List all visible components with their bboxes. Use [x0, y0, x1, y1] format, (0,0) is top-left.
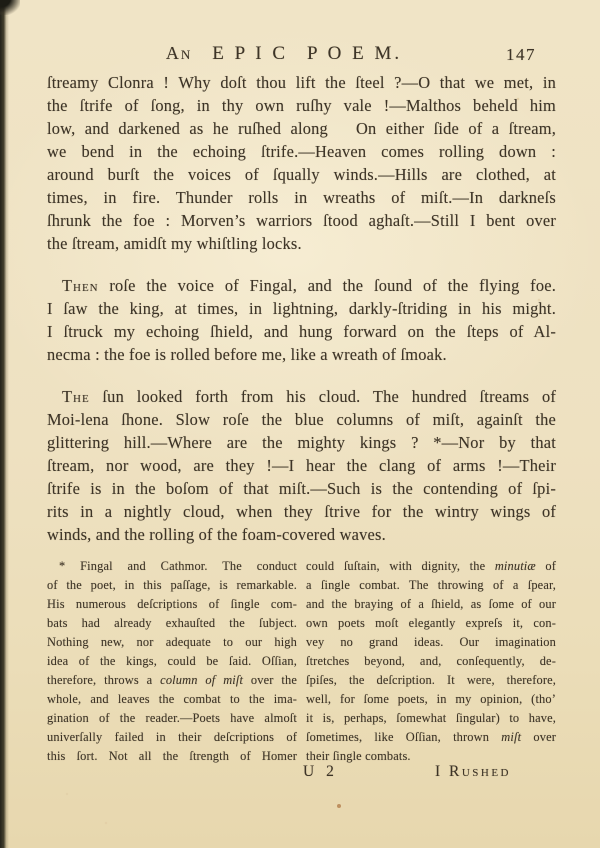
header-title-epic: E P I C [212, 43, 288, 64]
paragraph [47, 385, 556, 546]
text-line [47, 652, 297, 671]
paper-specks [337, 804, 341, 808]
text-run: ſpiſes, the deſcription. It were, therefore, [306, 673, 556, 687]
text-line [47, 320, 556, 343]
text-line [47, 633, 297, 652]
text-run: roſe the voice of Fingal, and the ſound of the flying foe. [98, 276, 556, 295]
text-run: the ſtream, amidſt my whiſtling locks. [47, 234, 302, 253]
text-run: of [535, 559, 556, 573]
text-run: I ſtruck my echoing ſhield, and hung forward on the ſteps of Al- [47, 322, 556, 341]
text-run: over the [243, 673, 297, 687]
footnote-column-left [47, 557, 297, 766]
text-line [47, 163, 556, 186]
text-run: winds, and the rolling of the foam-covered waves. [47, 525, 386, 544]
italic-text: minutiæ [494, 559, 536, 573]
text-line [47, 140, 556, 163]
text-line [306, 576, 556, 595]
text-run: times, in fire. Thunder rolls in wreaths of miſt.—In darkneſs [47, 188, 556, 207]
text-line [47, 297, 556, 320]
main-text-block [47, 71, 556, 546]
text-run: His numerous deſcriptions of ſingle com- [47, 597, 297, 611]
text-line [47, 71, 556, 94]
header-title-group [47, 43, 521, 65]
text-line [47, 477, 556, 500]
small-caps-text: The [62, 387, 90, 406]
text-run: ſtrife is in the boſom of that miſt.—Such is the contending of ſpi- [47, 479, 556, 498]
text-line [306, 595, 556, 614]
text-line [47, 431, 556, 454]
text-line [47, 614, 297, 633]
text-run: and the braying of a ſhield, as ſome of our [306, 597, 556, 611]
italic-text: column of miſt [160, 673, 244, 687]
text-run: necma : the foe is rolled before me, like a wreath of ſmoak. [47, 345, 447, 364]
text-line [47, 576, 297, 595]
text-run: Nothing new, nor adequate to our high [47, 635, 297, 649]
text-line [47, 385, 556, 408]
page-edge-shadow [0, 0, 9, 848]
text-run: a ſingle combat. The throwing of a ſpear, [306, 578, 556, 592]
text-run: of the poet, in this paſſage, is remarkable. [47, 578, 297, 592]
footnote-column-right [306, 557, 556, 766]
text-run: I ſaw the king, at times, in lightning, darkly-ſtriding in his might. [47, 299, 556, 318]
text-run: over [521, 730, 556, 744]
text-line [47, 343, 556, 366]
text-run: Moi-lena ſhone. Slow roſe the blue columns of miſt, againſt the [47, 410, 556, 429]
text-run: ſtream, nor wood, are they !—I hear the clang of arms !—Their [47, 456, 556, 475]
running-header [47, 43, 555, 67]
text-run: this ſort. Not all the ſtrength of Homer [47, 749, 297, 763]
page-number: 147 [506, 45, 536, 64]
small-caps-text: Then [62, 276, 99, 295]
italic-text: miſt [501, 730, 522, 744]
text-run: low, and darkened as he ruſhed along On either ſide of a ſtream, [47, 119, 556, 138]
text-line [47, 523, 556, 546]
text-run: well, for ſome poets, in my opinion, (tho’ [306, 692, 556, 706]
text-line [47, 690, 297, 709]
footnote-section [47, 557, 557, 766]
text-line [47, 232, 556, 255]
text-line [306, 709, 556, 728]
header-title-poem: P O E M. [307, 43, 403, 64]
page-corner-shadow [0, 0, 20, 15]
text-run: univerſally failed in their deſcriptions of [47, 730, 297, 744]
text-line [47, 709, 297, 728]
paragraph [47, 71, 556, 255]
text-line [47, 595, 297, 614]
text-run: whole, and leaves the combat to the ima- [47, 692, 297, 706]
text-run: it is, perhaps, ſomewhat ſingular) to have, [306, 711, 556, 725]
text-line [306, 671, 556, 690]
text-line [306, 690, 556, 709]
text-run: * Fingal and Cathmor. The conduct [59, 559, 297, 573]
text-line [47, 94, 556, 117]
text-run: bats had already exhauſted the ſubject. [47, 616, 297, 630]
text-line [47, 274, 556, 297]
text-run: the ſtrife of ſong, in thy own ruſhy vale !—Malthos beheld him [47, 96, 556, 115]
text-run: we bend in the echoing ſtrife.—Heaven comes rolling down : [47, 142, 556, 161]
text-line [306, 652, 556, 671]
text-line [306, 633, 556, 652]
text-line [47, 557, 297, 576]
text-run: therefore, throws a [47, 673, 161, 687]
text-line [47, 209, 556, 232]
header-article: An [165, 43, 193, 63]
text-line [47, 671, 297, 690]
text-run: could ſuſtain, with dignity, the [306, 559, 495, 573]
catchword: I Rushed [434, 763, 511, 780]
text-line [306, 728, 556, 747]
text-line [47, 408, 556, 431]
text-line [47, 117, 556, 140]
signature-mark: U 2 [303, 763, 338, 780]
page-footer [47, 763, 555, 785]
text-run: vey no grand ideas. Our imagination [306, 635, 556, 649]
paragraph [47, 274, 556, 366]
text-line [306, 557, 556, 576]
text-run: ſtretches beyond, and, conſequently, de- [306, 654, 556, 668]
text-run: ſtreamy Clonra ! Why doſt thou lift the ſteel ?—O that we met, in [47, 73, 556, 92]
text-run: rits in a nightly cloud, when they ſtrive for the wintry wings of [47, 502, 556, 521]
text-run: glittering hill.—Where are the mighty kings ? *—Nor by that [47, 433, 556, 452]
text-line [306, 614, 556, 633]
text-run: ſun looked forth from his cloud. The hundred ſtreams of [89, 387, 556, 406]
text-run: own poets moſt elegantly expreſs it, con- [306, 616, 556, 630]
text-line [47, 500, 556, 523]
text-run: ſhrunk the foe : Morven’s warriors ſtood aghaſt.—Still I bent over [47, 211, 556, 230]
text-line [47, 728, 297, 747]
text-line [47, 454, 556, 477]
text-line [47, 186, 556, 209]
text-run: their ſingle combats. [306, 749, 411, 763]
text-run: ſometimes, like Oſſian, thrown [306, 730, 502, 744]
text-run: idea of the kings, could be ſaid. Oſſian, [47, 654, 297, 668]
text-run: around burſt the voices of ſqually winds.—Hills are clothed, at [47, 165, 556, 184]
text-run: gination of the reader.—Poets have almoſt [47, 711, 297, 725]
